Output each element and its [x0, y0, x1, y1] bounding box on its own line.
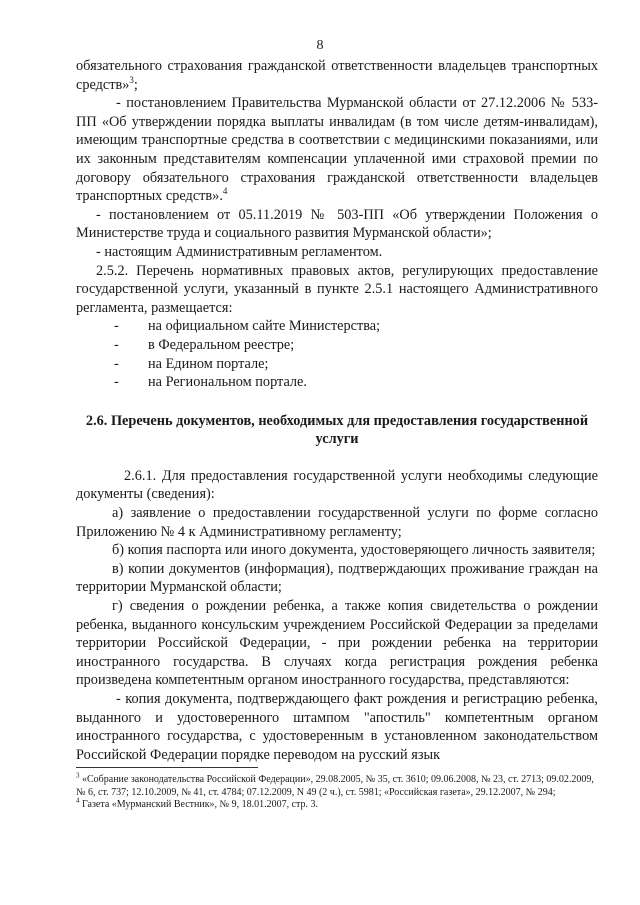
paragraph-text: обязательного страхования гражданской ответственности владельцев транспортных средств» — [76, 58, 598, 93]
paragraph — [76, 597, 598, 690]
paragraph — [76, 560, 598, 597]
paragraph — [76, 262, 598, 318]
list-dash: - — [114, 318, 119, 335]
page-number: 8 — [316, 38, 324, 53]
paragraph-text: г) сведения о рождении ребенка, а также копия свидетельства о рождении ребенка, выданного консульским учреждением Российской Федерации за пределами территории Российской Федерации, - при рождении ребенка на территории иностранного государства. В случаях когда регистрация рождения ребенка произведена компетентным органом иностранного государства, представляются: — [76, 598, 598, 689]
list-item-text: на официальном сайте Министерства; — [148, 318, 381, 335]
paragraph-text: 2.6.1. Для предоставления государственной услуги необходимы следующие документы (сведения): — [76, 467, 598, 503]
footnote-text: «Собрание законодательства Российской Федерации», 29.08.2005, № 35, ст. 3610; 09.06.2008, № 23, ст. 2713; 09.02.2009, № 6, ст. 737; 12.10.2009, № 41, ст. 4784; 07.12.2009, N 49 (2 ч.), ст. 5981; «Российская газета», 29.12.2007, № 294; — [76, 774, 594, 798]
paragraph — [76, 467, 598, 504]
list-dash: - — [114, 336, 119, 353]
paragraph — [76, 206, 598, 243]
paragraph-text: - постановлением от 05.11.2019 № 503-ПП «Об утверждении Положения о Министерстве труда и социального развития Мурманской области»; — [76, 206, 598, 242]
footnote-reference[interactable]: 4 — [222, 186, 228, 197]
paragraph-text: - копия документа, подтверждающего факт рождения и регистрацию ребенка, выданного и удостоверенного штампом "апостиль" компетентным органом иностранного государства, с удостоверенным в установленном законодательством Российской Федерации порядке переводом на русский язык — [76, 691, 598, 763]
paragraph-text: 2.5.2. Перечень нормативных правовых актов, регулирующих предоставление государственной услуги, указанный в пункте 2.5.1 настоящего Административного регламента, размещается: — [76, 262, 598, 316]
footnote-number: 3 — [76, 771, 80, 780]
paragraph — [76, 690, 598, 764]
list-item — [76, 355, 598, 374]
paragraph — [76, 57, 598, 94]
footnote — [76, 771, 598, 799]
paragraph — [76, 94, 598, 206]
list-item-text: в Федеральном реестре; — [148, 336, 295, 353]
paragraph-text: а) заявление о предоставлении государственной услуги по форме согласно Приложению № 4 к Административному регламенту; — [76, 505, 598, 540]
paragraph — [76, 243, 598, 262]
list-dash: - — [114, 374, 119, 391]
paragraph-text: б) копия паспорта или иного документа, удостоверяющего личность заявителя; — [112, 542, 596, 559]
footnote — [76, 796, 598, 812]
paragraph-text: в) копии документов (информация), подтверждающих проживание граждан на территории Мурманской области; — [76, 560, 598, 596]
list-item — [76, 317, 598, 336]
document-body — [76, 57, 598, 764]
list-item-text: на Едином портале; — [148, 355, 269, 372]
paragraph — [76, 504, 598, 541]
paragraph-text: - постановлением Правительства Мурманской области от 27.12.2006 № 533-ПП «Об утверждении порядка выплаты инвалидам (в том числе детям-инвалидам), имеющим транспортные средства в соответствии с медицинскими показаниями, или их законным представителям компенсации уплаченной ими страховой премии по договору обязательного страхования гражданской ответственности владельцев транспортных средств». — [76, 95, 598, 205]
list-item-text: на Региональном портале. — [148, 374, 307, 391]
paragraph-tail: ; — [133, 76, 138, 93]
section-heading: 2.6. Перечень документов, необходимых для предоставления государственной услуги — [85, 412, 589, 448]
list-item — [76, 336, 598, 355]
footnote-reference[interactable]: 3 — [129, 74, 134, 85]
footnotes — [76, 767, 598, 812]
footnote-separator — [76, 767, 258, 768]
paragraph — [76, 541, 598, 560]
list-dash: - — [114, 355, 119, 372]
list-item — [76, 373, 598, 392]
footnote-number: 4 — [76, 796, 80, 805]
paragraph-text: - настоящим Административным регламентом. — [96, 243, 383, 260]
footnote-text: Газета «Мурманский Вестник», № 9, 18.01.2007, стр. 3. — [79, 799, 319, 811]
